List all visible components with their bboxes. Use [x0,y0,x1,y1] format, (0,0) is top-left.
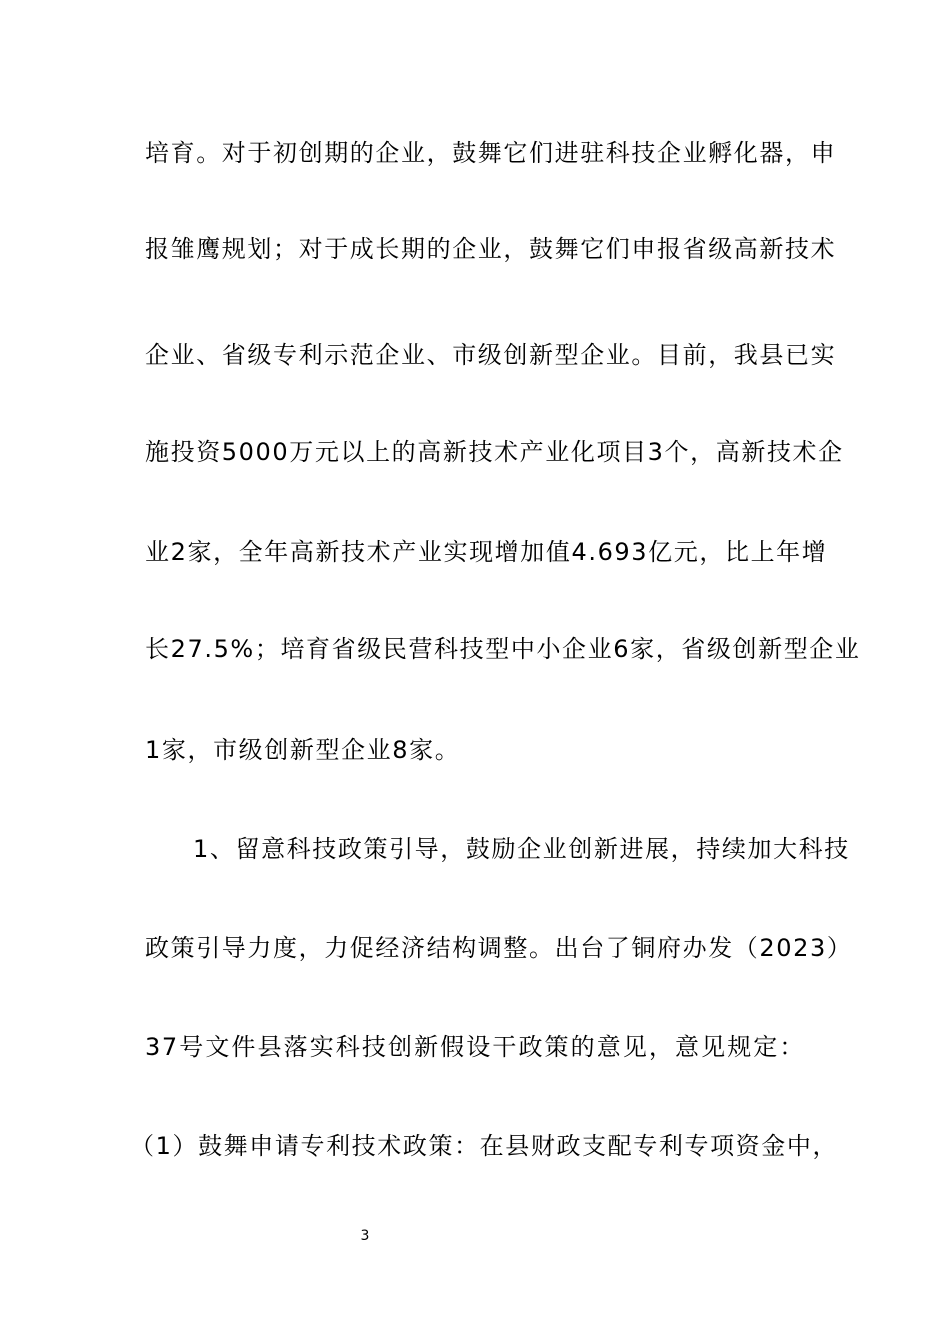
body-text-line: 企业、省级专利示范企业、市级创新型企业。目前，我县已实 [145,341,837,369]
page-number: 3 [360,1228,370,1244]
body-text-line: 长27.5%；培育省级民营科技型中小企业6家，省级创新型企业 [145,635,861,663]
body-text-line: 业2家，全年高新技术产业实现增加值4.693亿元，比上年增 [145,538,828,566]
body-text-line: 37号文件县落实科技创新假设干政策的意见，意见规定： [145,1033,805,1061]
body-text-line: 报雏鹰规划；对于成长期的企业，鼓舞它们申报省级高新技术 [145,235,837,263]
body-text-line: 培育。对于初创期的企业，鼓舞它们进驻科技企业孵化器，申 [145,139,837,167]
body-text-line: 政策引导力度，力促经济结构调整。出台了铜府办发（2023） [145,934,853,962]
body-text-line: 施投资5000万元以上的高新技术产业化项目3个，高新技术企 [145,438,844,466]
body-text-line: 1家，市级创新型企业8家。 [145,736,461,764]
body-text-line: （1）鼓舞申请专利技术政策：在县财政支配专利专项资金中， [130,1132,839,1160]
body-text-line: 1、留意科技政策引导，鼓励企业创新进展，持续加大科技 [193,835,850,863]
